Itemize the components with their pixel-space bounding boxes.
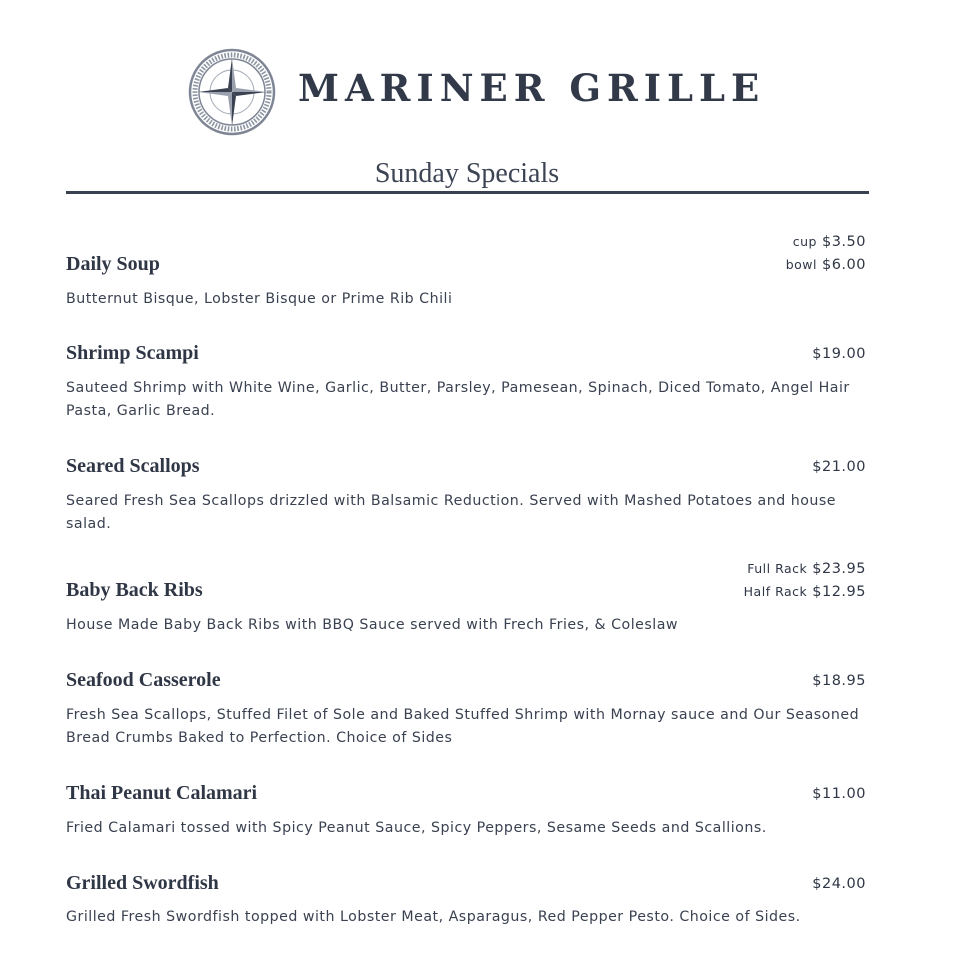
compass-rose-icon xyxy=(188,48,276,136)
item-name: Shrimp Scampi xyxy=(66,342,199,364)
menu-item-seared-scallops xyxy=(66,455,866,545)
price-amount: $6.00 xyxy=(821,257,866,273)
price-label: bowl xyxy=(785,257,817,272)
item-name: Baby Back Ribs xyxy=(66,579,203,601)
price-amount: $18.95 xyxy=(812,673,866,689)
item-description: Grilled Fresh Swordfish topped with Lobster Meat, Asparagus, Red Pepper Pesto. Choice of Sides. xyxy=(66,909,801,925)
price-label: cup xyxy=(792,234,817,249)
item-price-half-rack xyxy=(744,584,866,600)
menu-item-shrimp-scampi xyxy=(66,342,866,432)
item-description: Sauteed Shrimp with White Wine, Garlic, Butter, Parsley, Pamesean, Spinach, Diced Tomato, Angel Hair Pasta, Garlic Bread. xyxy=(66,380,850,419)
price-amount: $12.95 xyxy=(812,584,866,600)
item-description: Butternut Bisque, Lobster Bisque or Prime Rib Chili xyxy=(66,291,453,307)
price-amount: $3.50 xyxy=(821,234,866,250)
item-name: Seared Scallops xyxy=(66,455,200,477)
menu-item-baby-back-ribs xyxy=(66,559,866,639)
item-name: Daily Soup xyxy=(66,253,160,275)
menu-title: Sunday Specials xyxy=(374,158,560,189)
price-amount: $11.00 xyxy=(812,786,866,802)
item-name: Grilled Swordfish xyxy=(66,872,219,894)
item-name: Thai Peanut Calamari xyxy=(66,782,258,804)
price-amount: $21.00 xyxy=(812,459,866,475)
price-amount: $19.00 xyxy=(812,346,866,362)
item-name: Seafood Casserole xyxy=(66,669,221,691)
menu-header xyxy=(0,0,960,150)
restaurant-name: MARINER GRILLE xyxy=(298,66,766,110)
menu-item-thai-peanut-calamari xyxy=(66,782,866,842)
item-description: Fresh Sea Scallops, Stuffed Filet of Sole and Baked Stuffed Shrimp with Mornay sauce and Our Seasoned Bread Crumbs Baked to Perfection. Choice of Sides xyxy=(66,707,860,746)
item-price xyxy=(812,346,866,362)
menu-item-daily-soup xyxy=(66,232,866,312)
price-label: Half Rack xyxy=(743,584,808,599)
price-label: Full Rack xyxy=(747,561,808,576)
menu-item-grilled-swordfish xyxy=(66,872,866,932)
item-price-bowl xyxy=(786,257,866,273)
item-price xyxy=(812,673,866,689)
item-price-cup xyxy=(793,234,866,250)
menu-item-seafood-casserole xyxy=(66,669,866,759)
item-description: Seared Fresh Sea Scallops drizzled with Balsamic Reduction. Served with Mashed Potatoes and house salad. xyxy=(66,493,837,532)
item-price-full-rack xyxy=(747,561,866,577)
item-price xyxy=(812,786,866,802)
item-price xyxy=(812,876,866,892)
price-amount: $23.95 xyxy=(812,561,866,577)
item-description: Fried Calamari tossed with Spicy Peanut Sauce, Spicy Peppers, Sesame Seeds and Scallions. xyxy=(66,820,767,836)
item-description: House Made Baby Back Ribs with BBQ Sauce served with Frech Fries, & Coleslaw xyxy=(66,617,679,633)
price-amount: $24.00 xyxy=(812,876,866,892)
item-price xyxy=(812,459,866,475)
title-divider xyxy=(66,191,869,194)
